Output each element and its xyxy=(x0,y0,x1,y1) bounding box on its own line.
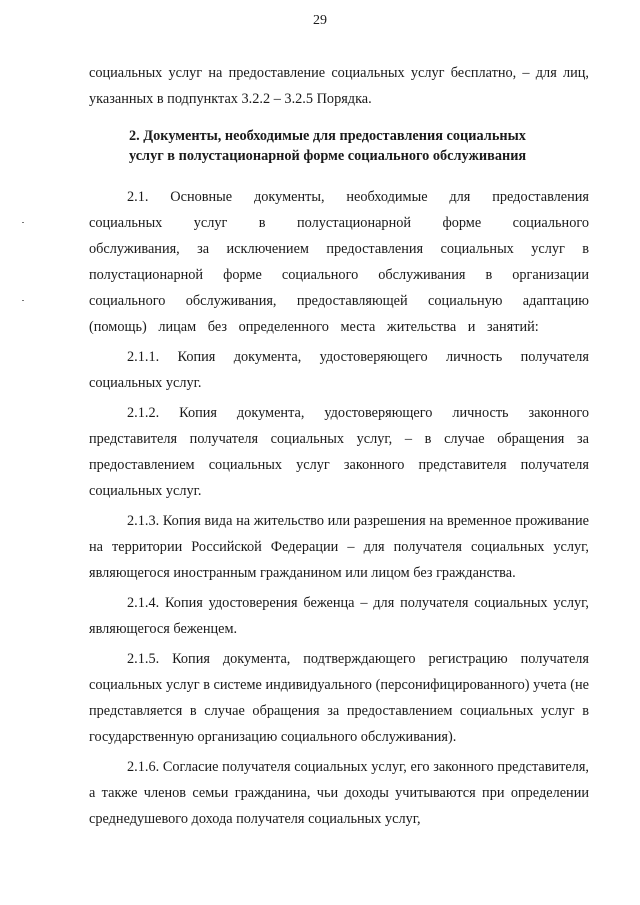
document-body xyxy=(89,60,589,832)
paragraph-2-1-6: 2.1.6. Согласие получателя социальных услуг, его законного представителя, а также членов семьи гражданина, чьи доходы учитываются при определении среднедушевого дохода получателя социальных услуг, xyxy=(89,759,589,827)
paragraph-2-1-3: 2.1.3. Копия вида на жительство или разрешения на временное проживание на территории Российской Федерации – для получателя социальных услуг, являющегося иностранным гражданином или лицом без гражданства. xyxy=(89,513,589,581)
margin-mark xyxy=(22,300,24,301)
section-heading-line1: 2. Документы, необходимые для предоставления социальных xyxy=(129,128,526,144)
paragraph-2-1-2: 2.1.2. Копия документа, удостоверяющего личность законного представителя получателя социальных услуг, – в случае обращения за предоставлением социальных услуг законного представителя получателя социальных услуг. xyxy=(89,405,589,499)
paragraph-2-1-5: 2.1.5. Копия документа, подтверждающего регистрацию получателя социальных услуг в системе индивидуального (персонифицированного) учета (не представляется в случае обращения за предоставлением социальных услуг в государственную организацию социального обслуживания). xyxy=(89,651,589,745)
section-heading-line2: услуг в полустационарной форме социального обслуживания xyxy=(129,148,527,164)
intro-paragraph: социальных услуг на предоставление социальных услуг бесплатно, – для лиц, указанных в подпунктах 3.2.2 – 3.2.5 Порядка. xyxy=(89,65,589,107)
page-number: 29 xyxy=(313,13,327,28)
paragraph-2-1: 2.1. Основные документы, необходимые для предоставления социальных услуг в полустационарной форме социального обслуживания, за исключением предоставления социальных услуг в полустационарной форме социального обслуживания в организации социального обслуживания, предоставляющей социальную адаптацию (помощь) лицам без определенного места жительства и занятий: xyxy=(89,189,589,335)
paragraph-2-1-4: 2.1.4. Копия удостоверения беженца – для получателя социальных услуг, являющегося беженцем. xyxy=(89,595,589,637)
paragraph-2-1-1: 2.1.1. Копия документа, удостоверяющего личность получателя социальных услуг. xyxy=(89,349,589,391)
margin-mark xyxy=(22,222,24,223)
section-heading xyxy=(89,126,589,166)
